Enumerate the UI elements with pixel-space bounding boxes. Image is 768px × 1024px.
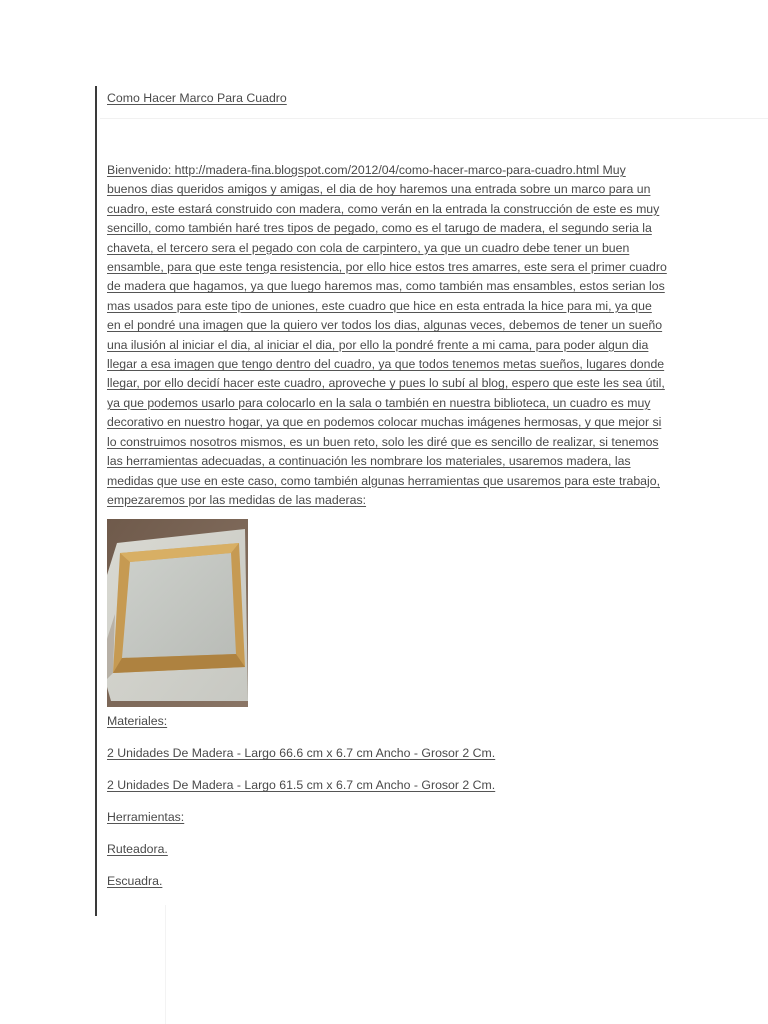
document-title: Como Hacer Marco Para Cuadro: [107, 91, 287, 105]
page-faint-rule: [165, 905, 166, 1024]
document-content: [107, 88, 667, 903]
wooden-frame-photo: [107, 519, 248, 707]
page-left-rule: [95, 86, 97, 916]
material-item-2: 2 Unidades De Madera - Largo 61.5 cm x 6.7 cm Ancho - Grosor 2 Cm.: [107, 778, 496, 793]
tool-item-2: Escuadra.: [107, 874, 163, 889]
material-item-1: 2 Unidades De Madera - Largo 66.6 cm x 6.7 cm Ancho - Grosor 2 Cm.: [107, 746, 496, 761]
tool-item-1: Ruteadora.: [107, 842, 168, 857]
tools-heading: Herramientas:: [107, 810, 185, 825]
document-body-paragraph: Bienvenido: http://madera-fina.blogspot.com/2012/04/como-hacer-marco-para-cuadro.html Muy buenos dias queridos amigos y amigas, el dia de hoy haremos una entrada sobre un marco para un cuadro, este estará construido con madera, como verán en la entrada la construcción de este es muy sencillo, como también haré tres tipos de pegado, como es el tarugo de madera, el segundo seria la chaveta, el tercero sera el pegado con cola de carpintero, ya que un cuadro debe tener un buen ensamble, para que este tenga resistencia, por ello hice estos tres amarres, este sera el primer cuadro de madera que hagamos, ya que luego haremos mas, como también mas ensambles, estos serian los mas usados para este tipo de uniones, este cuadro que hice en esta entrada la hice para mi, ya que en el pondré una imagen que la quiero ver todos los dias, algunas veces, debemos de tener un sueño una ilusión al iniciar el dia, al iniciar el dia, por ello la pondré frente a mi cama, para poder algun dia llegar a esa imagen que tengo dentro del cuadro, ya que todos tenemos metas sueños, lugares donde llegar, por ello decidí hacer este cuadro, aproveche y pues lo subí al blog, espero que este les sea útil, ya que podemos usarlo para colocarlo en la sala o también en nuestra biblioteca, un cuadro es muy decorativo en nuestro hogar, ya que en podemos colocar muchas imágenes hermosas, y que mejor si lo construimos nosotros mismos, es un buen reto, solo les diré que es sencillo de realizar, si tenemos las herramientas adecuadas, a continuación les nombrare los materiales, usaremos madera, las medidas que use en este caso, como también algunas herramientas que usaremos para este trabajo, empezaremos por las medidas de las maderas:: [107, 163, 667, 507]
materials-heading: Materiales:: [107, 714, 168, 729]
